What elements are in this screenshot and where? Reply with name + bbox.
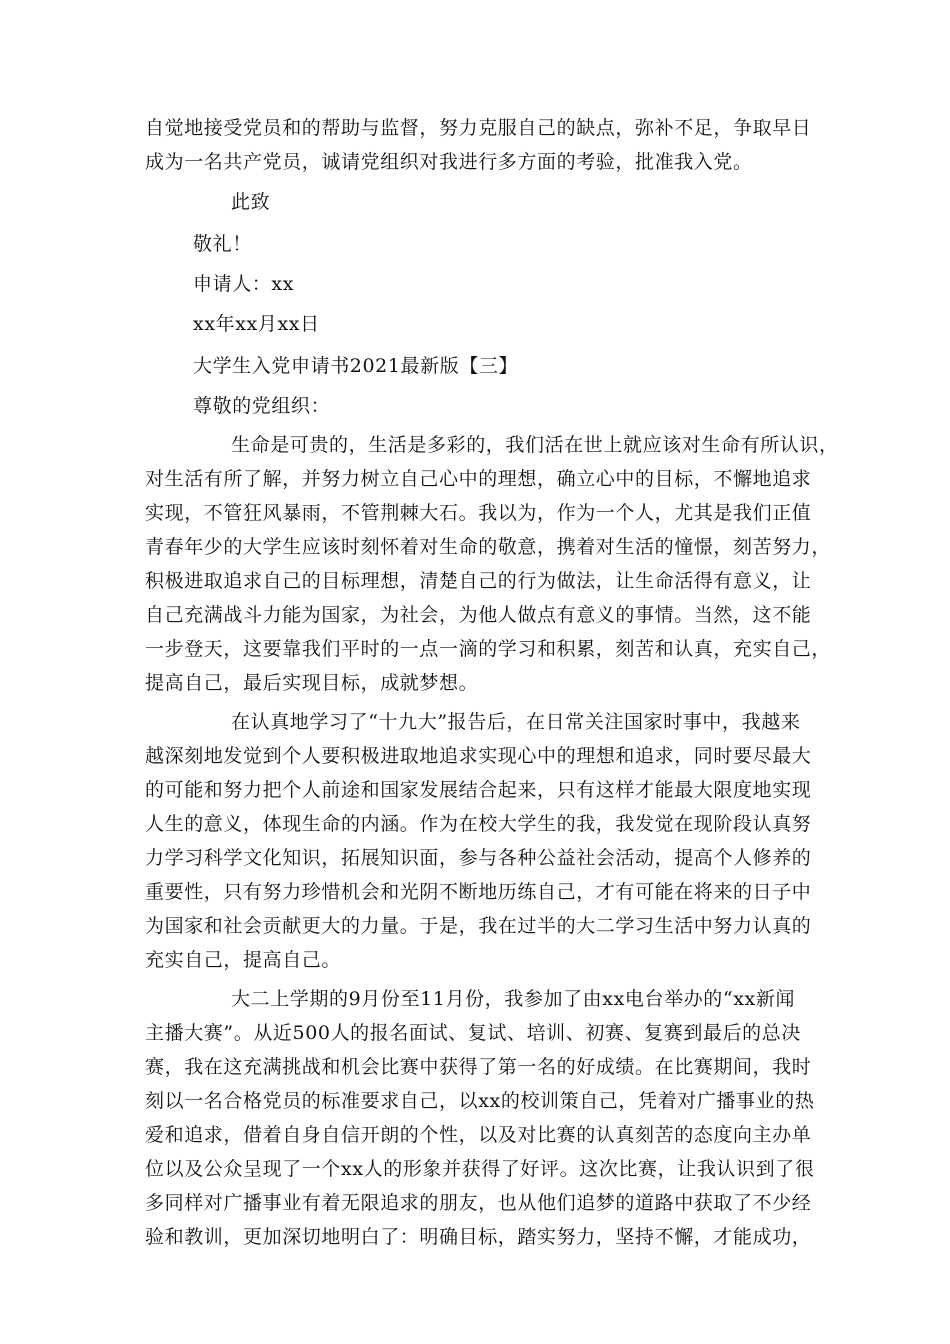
intro-line-2: 成为一名共产党员，诚请党组织对我进行多方面的考验，批准我入党。 [145, 151, 753, 173]
paragraph3-line: 爱和追求，借着自身自信开朗的个性，以及对比赛的认真刻苦的态度向主办单 [145, 1124, 812, 1146]
intro-line-1: 自觉地接受党员和的帮助与监督，努力克服自己的缺点，弥补不足，争取早日 [145, 117, 812, 139]
paragraph2-line: 力学习科学文化知识，拓展知识面，参与各种公益社会活动，提高个人修养的 [145, 847, 812, 869]
paragraph2-line: 越深刻地发觉到个人要积极进取地追求实现心中的理想和追求，同时要尽最大 [145, 745, 812, 767]
paragraph3-line: 验和教训，更加深切地明白了：明确目标，踏实努力，坚持不懈，才能成功， [145, 1226, 812, 1248]
paragraph1-line: 青春年少的大学生应该时刻怀着对生命的敬意，携着对生活的憧憬，刻苦努力， [145, 536, 832, 558]
greeting-line: 尊敬的党组织： [193, 395, 331, 417]
paragraph3-line: 主播大赛”。从近500人的报名面试、复试、培训、初赛、复赛到最后的总决 [145, 1022, 801, 1044]
paragraph1-line: 提高自己，最后实现目标，成就梦想。 [145, 672, 479, 694]
paragraph2-line: 的可能和努力把个人前途和国家发展结合起来，只有这样才能最大限度地实现 [145, 779, 812, 801]
respect-line: 敬礼！ [193, 233, 252, 255]
paragraph3-line: 位以及公众呈现了一个xx人的形象并获得了好评。这次比赛，让我认识到了很 [145, 1158, 815, 1180]
paragraph2-line: 重要性，只有努力珍惜机会和光阴不断地历练自己，才有可能在将来的日子中 [145, 881, 812, 903]
paragraph1-line: 生命是可贵的，生活是多彩的，我们活在世上就应该对生命有所认识， [231, 434, 839, 456]
paragraph1-line: 一步登天，这要靠我们平时的一点一滴的学习和积累，刻苦和认真，充实自己， [145, 638, 832, 660]
paragraph1-line: 自己充满战斗力能为国家，为社会，为他人做点有意义的事情。当然，这不能 [145, 604, 812, 626]
paragraph3-line: 多同样对广播事业有着无限追求的朋友，也从他们追梦的道路中获取了不少经 [145, 1192, 812, 1214]
paragraph2-line: 为国家和社会贡献更大的力量。于是，我在过半的大二学习生活中努力认真的 [145, 915, 812, 937]
paragraph3-line: 大二上学期的9月份至11月份，我参加了由xx电台举办的“xx新闻 [231, 988, 796, 1010]
paragraph1-line: 积极进取追求自己的目标理想，清楚自己的行为做法，让生命活得有意义，让 [145, 570, 812, 592]
paragraph2-line: 充实自己，提高自己。 [145, 949, 342, 971]
date-line: xx年xx月xx日 [193, 313, 320, 335]
paragraph1-line: 对生活有所了解，并努力树立自己心中的理想，确立心中的目标，不懈地追求 [145, 468, 812, 490]
paragraph3-line: 赛，我在这充满挑战和机会比赛中获得了第一名的好成绩。在比赛期间，我时 [145, 1056, 812, 1078]
salutation: 此致 [231, 191, 271, 213]
applicant-line: 申请人：xx [193, 273, 295, 295]
paragraph2-line: 人生的意义，体现生命的内涵。作为在校大学生的我，我发觉在现阶段认真努 [145, 813, 812, 835]
paragraph1-line: 实现，不管狂风暴雨，不管荆棘大石。我以为，作为一个人，尤其是我们正值 [145, 502, 812, 524]
paragraph2-line: 在认真地学习了“十九大”报告后，在日常关注国家时事中，我越来 [231, 711, 801, 733]
paragraph3-line: 刻以一名合格党员的标准要求自己，以xx的校训策自己，凭着对广播事业的热 [145, 1090, 815, 1112]
section-heading: 大学生入党申请书2021最新版【三】 [193, 355, 519, 377]
